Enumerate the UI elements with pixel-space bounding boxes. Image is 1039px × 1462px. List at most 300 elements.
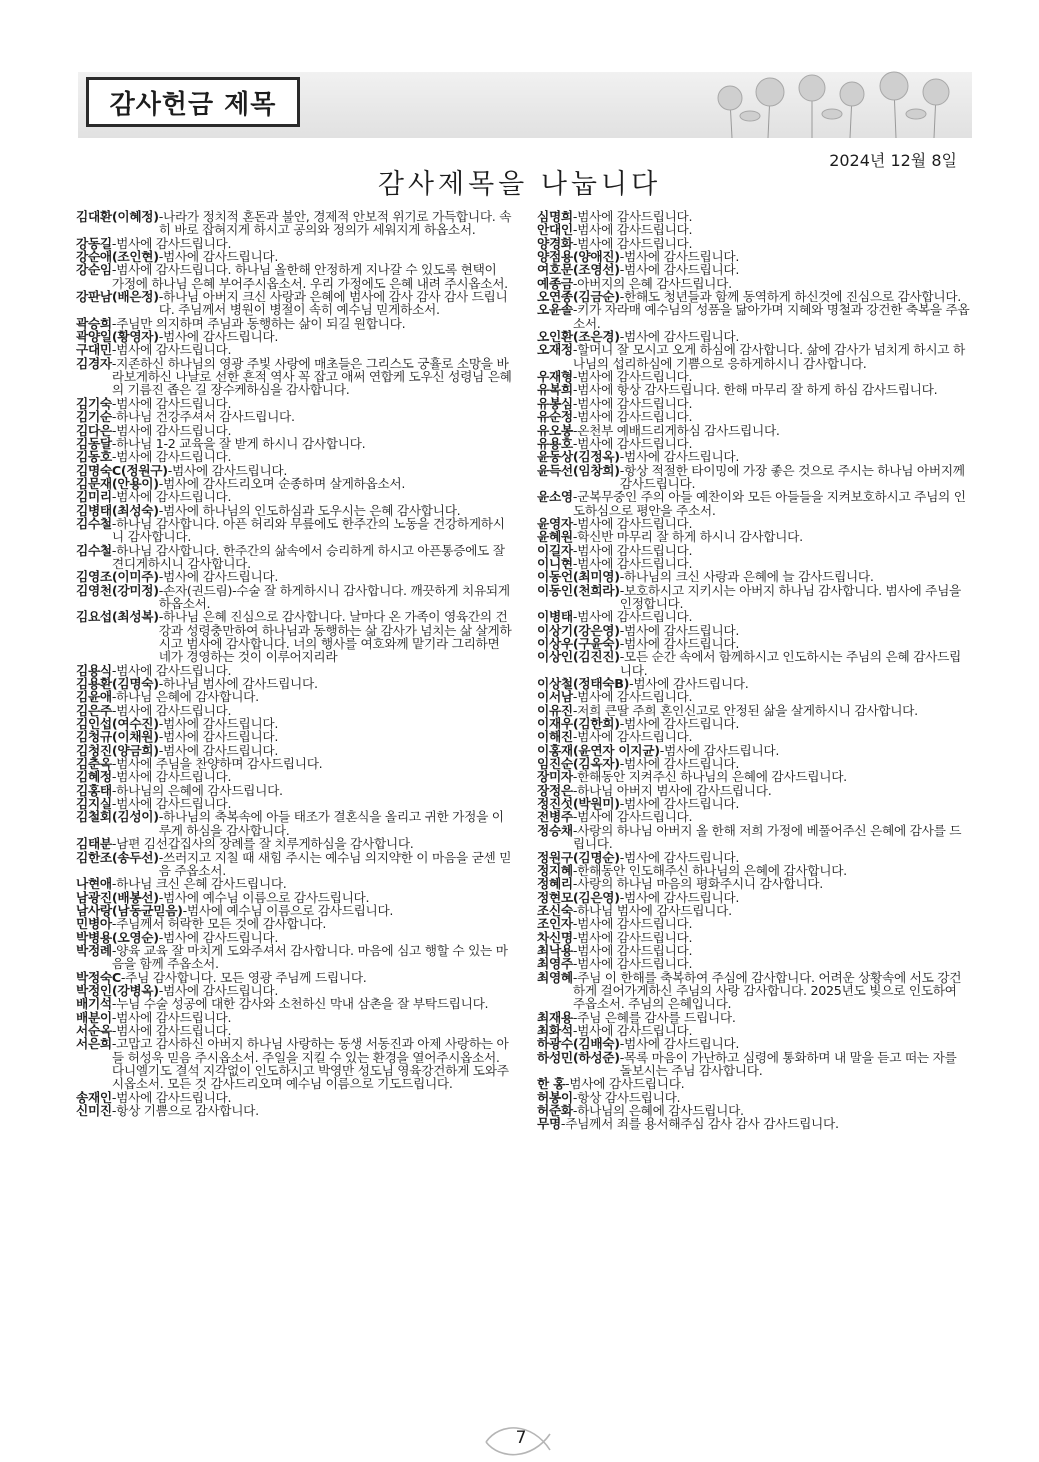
entry-text: -범사에 감사드립니다.	[572, 235, 693, 251]
entry-text: -범사에 감사드립니다.	[572, 515, 693, 531]
entry-name: 조신숙	[537, 902, 573, 918]
entry	[537, 1091, 971, 1104]
entry-name: 정혜리	[537, 876, 573, 892]
entry-text: -범사에 감사드립니다.	[619, 849, 740, 865]
entry-name: 이동언(최미영)	[537, 569, 620, 585]
entry	[76, 397, 512, 410]
entry-text: -범사에 감사드립니다.	[111, 1089, 232, 1105]
entry-text: -범사에 감사드립니다.	[572, 555, 693, 571]
left-column	[76, 210, 512, 1117]
entry	[76, 343, 512, 356]
entry-name: 김한조(송두선)	[76, 849, 159, 865]
entry-text: -하나님 크신 은혜 감사드립니다.	[111, 876, 287, 892]
entry	[537, 303, 971, 330]
entry-text: -범사에 감사드립니다.	[659, 742, 780, 758]
entry-text: -주님 은혜를 감사를 드립니다.	[572, 1009, 736, 1025]
entry-name: 장정은	[537, 782, 573, 798]
entry-text: -범사에 감사드립니다.	[572, 435, 693, 451]
entry-name: 정원구(김명순)	[537, 849, 620, 865]
entry-name: 허봉이	[537, 1089, 573, 1105]
entry-text: -범사에 감사드립니다.	[572, 956, 693, 972]
entry-name: 장미자	[537, 769, 573, 785]
entry-text: -범사에 감사드립니다.	[111, 422, 232, 438]
entry	[537, 624, 971, 637]
entry-text: -범사에 감사드립니다.	[167, 462, 288, 478]
entry-name: 이재우(김한희)	[537, 716, 620, 732]
entry-text: -범사에 감사드립니다.	[619, 622, 740, 638]
entry-name: 남광진(배봉선)	[76, 889, 159, 905]
entry-text: -사랑의 하나님 마음의 평화주시니 감사합니다.	[572, 876, 823, 892]
entry-text: -보호하시고 지키시는 아버지 하나님 감사합니다. 범사에 주님을 인정합니다.	[619, 582, 962, 611]
entry-name: 김동호	[76, 449, 112, 465]
entry-name: 이유진	[537, 702, 573, 718]
entry	[537, 237, 971, 250]
entry-text: -쓰러지고 지칠 때 새힘 주시는 예수님 의지약한 이 마음을 굳센 믿음 주옵소서.	[158, 849, 512, 878]
entry-text: -범사에 감사드립니다.	[629, 676, 749, 692]
entry	[537, 530, 971, 543]
page-number: 7	[515, 1428, 527, 1448]
entry	[537, 1104, 971, 1117]
entry-name: 정진섯(박원미)	[537, 796, 620, 812]
entry-name: 유순정	[537, 409, 573, 425]
entry-name: 김다은	[76, 422, 112, 438]
entry-name: 이해진	[537, 729, 573, 745]
entry-text: -범사에 감사드립니다.	[619, 716, 740, 732]
entry-text: -범사에 감사드립니다.	[619, 796, 740, 812]
entry-text: -범사에 감사드립니다.	[565, 1076, 685, 1092]
entry-text: -하나님 아버지 범사에 감사드립니다.	[572, 782, 772, 798]
entry-text: -범사에 감사드립니다.	[619, 756, 740, 772]
entry-text: -범사에 감사드립니다.	[158, 569, 279, 585]
entry	[537, 250, 971, 263]
entry-text: -키가 자라매 예수님의 성품을 닮아가며 지혜와 명철과 강건한 축복을 주옵소서.	[572, 302, 970, 331]
entry-text: -범사에 감사드립니다.	[111, 342, 232, 358]
entry-name: 차신명	[537, 929, 573, 945]
entry	[76, 877, 512, 890]
entry-text: -하나님의 은혜에 감사드립니다.	[572, 1103, 744, 1119]
entry	[537, 424, 971, 437]
entry	[76, 330, 512, 343]
entry-text: -누님 수술 성공에 대한 감사와 소천하신 막내 삼촌을 잘 부탁드립니다.	[111, 996, 489, 1012]
entry-name: 허준화	[537, 1103, 573, 1119]
entry-text: -아버지의 은혜 감사드립니다.	[572, 275, 732, 291]
entry	[537, 330, 971, 343]
entry-name: 곽승희	[76, 315, 112, 331]
entry-name: 김윤애	[76, 689, 112, 705]
entry-name: 한 홍	[537, 1076, 566, 1092]
entry-name: 정승채	[537, 822, 573, 838]
entry	[76, 210, 512, 237]
entry-text: -범사에 감사드립니다.	[619, 449, 740, 465]
entry	[537, 370, 971, 383]
page-title: 감사헌금 제목	[109, 89, 277, 120]
entry	[76, 317, 512, 330]
entry-text: -하나님 은혜 진심으로 감사합니다. 날마다 온 가족이 영육간의 건강과 성령충만하여 하나님과 동행하는 삶 감사가 넘치는 삶 살게하시고 범사에 감사합니다. 너의 행사를 여호와께 맡기라 그리하면 네가 경영하는 것이 이루어지리라	[158, 609, 512, 665]
entry-text: -범사에 감사드립니다.	[572, 916, 693, 932]
entry	[76, 570, 512, 583]
entry	[537, 223, 971, 236]
entry-name: 최영주	[537, 956, 573, 972]
entry-text: -범사에 감사드립니다.	[619, 262, 740, 278]
entry	[76, 464, 512, 477]
flowers-illustration	[690, 70, 972, 140]
entry-name: 강순애(조인현)	[76, 249, 159, 265]
entry-name: 이서남	[537, 689, 573, 705]
entry-name: 곽양일(황영자)	[76, 329, 159, 345]
entry-text: -나라가 정치적 혼돈과 불안, 경제적 안보적 위기로 가득합니다. 속히 바로 잡혀지게 하시고 공의와 정의가 세워지게 하옵소서.	[158, 209, 512, 238]
entry-text: -범사에 감사드립니다.	[111, 235, 232, 251]
entry-text: -하나님 은혜에 감사합니다.	[111, 689, 259, 705]
entry	[537, 637, 971, 650]
entry	[537, 1024, 971, 1037]
entry	[537, 490, 971, 517]
entry-text: -범사에 감사드립니다.	[572, 542, 693, 558]
entry-name: 송재인	[76, 1089, 112, 1105]
entry-name: 김수철	[76, 542, 112, 558]
entry	[537, 824, 971, 851]
entry-name: 서은희	[76, 1036, 112, 1052]
entry-name: 오인환(조은경)	[537, 329, 620, 345]
entry	[537, 770, 971, 783]
entry	[537, 450, 971, 463]
entry	[76, 290, 512, 317]
page-number-badge	[480, 1420, 560, 1462]
section-heading: 감사제목을 나눕니다	[377, 169, 662, 200]
entry-name: 김동달	[76, 435, 112, 451]
entry-text: -하나님 건강주셔서 감사드립니다.	[111, 409, 295, 425]
entry-name: 강판남(배은정)	[76, 289, 159, 305]
entry-name: 최재용	[537, 1009, 573, 1025]
entry	[76, 784, 512, 797]
entry-name: 이상인(김진진)	[537, 649, 620, 665]
entry-name: 심명희	[537, 209, 573, 224]
entry-name: 김미리	[76, 489, 112, 505]
entry	[76, 610, 512, 663]
entry-name: 강동길	[76, 235, 112, 251]
entry-name: 김태분	[76, 836, 112, 852]
entry	[76, 517, 512, 544]
entry-text: -범사에 감사드립니다.	[572, 209, 693, 224]
entry	[76, 584, 512, 611]
entry-name: 서순옥	[76, 1022, 112, 1038]
entry	[537, 877, 971, 890]
entry-text: -군복무중인 주의 아들 예찬이와 모든 아들들을 지켜보호하시고 주님의 인도하심으로 평안을 주소서.	[572, 489, 966, 518]
entry	[76, 704, 512, 717]
entry-name: 김기순	[76, 409, 112, 425]
entry-name: 우재형	[537, 369, 573, 385]
entry-text: -범사에 감사드립니다.	[158, 249, 279, 265]
entry-text: -항상 기쁨으로 감사합니다.	[111, 1103, 259, 1119]
entry-name: 이병태	[537, 609, 573, 625]
page-title-box	[86, 77, 300, 127]
entry-text: -주님께서 죄를 용서해주심 감사 감사 감사드립니다.	[560, 1116, 839, 1132]
entry-text: -모든 순간 속에서 함께하시고 인도하시는 주님의 은혜 감사드립니다.	[619, 649, 962, 678]
entry	[76, 904, 512, 917]
entry	[76, 717, 512, 730]
entry-name: 배기석	[76, 996, 112, 1012]
entry-name: 최낙용	[537, 942, 573, 958]
entry-text: -범사에 감사드립니다.	[619, 636, 740, 651]
entry-text: -범사에 하나님의 인도하심과 도우시는 은혜 감사합니다.	[158, 502, 461, 518]
entry	[537, 864, 971, 877]
entry	[76, 810, 512, 837]
entry-text: -온천부 예배드리게하심 감사드립니다.	[572, 422, 780, 438]
entry-text: -범사에 감사드립니다.	[572, 395, 693, 411]
entry-text: -범사에 감사드립니다.	[572, 409, 693, 425]
entry-name: 김은주	[76, 702, 112, 718]
entry-name: 정현모(김은영)	[537, 889, 620, 905]
entry	[537, 931, 971, 944]
entry-text: -범사에 감사드립니다.	[111, 702, 232, 718]
entry	[537, 730, 971, 743]
entry	[537, 957, 971, 970]
entry	[537, 464, 971, 491]
entry-name: 유오봉	[537, 422, 573, 438]
entry	[537, 210, 971, 223]
entry-text: -범사에 감사드립니다.	[111, 395, 232, 411]
entry-text: -범사에 항상 감사드립니다. 한해 마무리 잘 하게 하심 감사드립니다.	[572, 382, 938, 398]
entry	[537, 1051, 971, 1078]
entry-text: -하나님의 축복속에 아들 태조가 결혼식을 올리고 귀한 가정을 이루게 하심을 감사합니다.	[158, 809, 504, 838]
entry-text: -하나님 감사합니다. 한주간의 삶속에서 승리하게 하시고 아픈통증에도 잘 견디게하시니 감사합니다.	[111, 542, 505, 571]
entry-name: 최영혜	[537, 969, 573, 985]
entry-name: 정지혜	[537, 862, 573, 878]
entry-name: 이상우(구윤숙)	[537, 636, 620, 651]
entry-name: 무명	[537, 1116, 561, 1132]
entry-name: 윤혜원	[537, 529, 573, 545]
entry-text: -범사에 감사드립니다.	[111, 769, 232, 785]
entry	[76, 477, 512, 490]
entry-name: 김청규(이채원)	[76, 729, 159, 745]
entry-text: -한해동안 인도해주신 하나님의 은혜에 감사합니다.	[572, 862, 847, 878]
entry-text: -범사에 감사드립니다.	[111, 1022, 232, 1038]
entry-name: 나현애	[76, 876, 112, 892]
entry-text: -범사에 감사드립니다.	[158, 329, 279, 345]
entry-text: -하나님의 은혜에 감사드립니다.	[111, 782, 283, 798]
entry	[76, 1104, 512, 1117]
entry	[537, 517, 971, 530]
entry	[537, 544, 971, 557]
entry-name: 김병태(최성숙)	[76, 502, 159, 518]
entry	[537, 263, 971, 276]
entry-name: 윤동상(김정옥)	[537, 449, 620, 465]
entry	[76, 690, 512, 703]
entry-text: -하나님 감사합니다. 아픈 허리와 무릎에도 한주간의 노동을 건강하게하시니 감사합니다.	[111, 515, 505, 545]
entry-name: 조인자	[537, 916, 573, 932]
entry-name: 김춘옥	[76, 756, 112, 772]
entry	[537, 277, 971, 290]
entry-name: 김홍태	[76, 782, 112, 798]
entry-name: 김혜정	[76, 769, 112, 785]
entry	[76, 757, 512, 770]
entry	[76, 424, 512, 437]
entry	[76, 770, 512, 783]
entry	[537, 971, 971, 1011]
entry-name: 하성민(하성준)	[537, 1049, 620, 1065]
entry-name: 김기숙	[76, 395, 112, 411]
entry-name: 신미진	[76, 1103, 112, 1119]
entry-name: 김수철	[76, 515, 112, 531]
entry-name: 박정인(강병옥)	[76, 982, 159, 998]
entry-text: -지존하신 하나님의 영광 주빛 사랑에 매초들은 그리스도 궁휼로 소망을 바라보게하신 나날로 선한 흔적 역사 꼭 잡고 애써 연합케 도우신 성령님 은혜의 기름진 좁은 길 장수케하심을 감사합니다.	[111, 355, 512, 398]
entry-name: 유봉심	[537, 395, 573, 411]
entry	[537, 557, 971, 570]
entry	[537, 704, 971, 717]
entry-text: -하나님의 크신 사랑과 은혜에 늘 감사드립니다.	[619, 569, 874, 585]
entry-name: 강순임	[76, 262, 112, 278]
entry	[537, 397, 971, 410]
entry-name: 오재정	[537, 342, 573, 358]
entry	[537, 343, 971, 370]
entry-name: 오윤솔	[537, 302, 573, 318]
entry-text: -범사에 예수님 이름으로 감사드립니다.	[158, 889, 370, 905]
entry	[76, 250, 512, 263]
entry-name: 예종금	[537, 275, 573, 291]
entry	[76, 944, 512, 971]
entry-name: 박병용(오영순)	[76, 929, 159, 945]
entry	[537, 757, 971, 770]
entry-text: -범사에 감사드립니다.	[158, 742, 279, 758]
entry-name: 유용호	[537, 435, 573, 451]
entry-text: -주님께서 허락한 모든 것에 감사합니다.	[111, 916, 327, 932]
entry	[76, 1037, 512, 1090]
entry-text: -범사에 감사드립니다. 하나님 올한해 안정하게 지나갈 수 있도록 현택이 가정에 하나님 은혜 부어주시옵소서. 우리 가정에도 은혜 내려 주시옵소서.	[111, 262, 508, 291]
entry	[76, 1024, 512, 1037]
entry-name: 이홍재(윤연자 이지균)	[537, 742, 660, 758]
entry-text: -범사에 감사드립니다.	[572, 729, 693, 745]
entry	[76, 357, 512, 397]
entry	[76, 797, 512, 810]
entry-name: 윤영자	[537, 515, 573, 531]
entry-name: 박정례	[76, 942, 112, 958]
entry	[537, 784, 971, 797]
entry	[537, 290, 971, 303]
entry-text: -주님만 의지하며 주님과 동행하는 삶이 되길 원합니다.	[111, 315, 406, 331]
entry-text: -남편 김선갑집사의 장례를 잘 치루게하심을 감사합니다.	[111, 836, 414, 852]
entry-text: -학신반 마무리 잘 하게 하시니 감사합니다.	[572, 529, 803, 545]
entry-name: 유복희	[537, 382, 573, 398]
entry-name: 김용식	[76, 662, 112, 678]
entry-text: -항상 감사드립니다.	[572, 1089, 681, 1105]
entry	[537, 1077, 971, 1090]
entry-text: -범사에 감사드립니다.	[572, 942, 693, 958]
entry-name: 윤득선(임창희)	[537, 462, 620, 478]
entry-text: -범사에 감사드립니다.	[572, 222, 693, 238]
entry-text: -범사에 감사드립니다.	[619, 1036, 740, 1052]
entry-text: -주님 감사합니다. 모든 영광 주님께 드립니다.	[120, 969, 367, 985]
entry	[537, 677, 971, 690]
entry	[76, 997, 512, 1010]
entry-text: -범사에 감사드립니다.	[619, 249, 740, 265]
entry	[76, 450, 512, 463]
entry-name: 윤소영	[537, 489, 573, 505]
entry-name: 박정숙C	[76, 969, 121, 985]
entry-name: 김경자	[76, 355, 112, 371]
entry-name: 김문재(안용이)	[76, 475, 159, 491]
entry-text: -범사에 감사드립니다.	[572, 809, 693, 825]
entry	[76, 263, 512, 290]
entry-text: -범사에 감사드립니다.	[158, 929, 279, 945]
entry	[537, 690, 971, 703]
entry	[537, 797, 971, 810]
entry	[76, 744, 512, 757]
entry-text: -할머니 잘 모시고 오게 하심에 감사합니다. 삶에 감사가 넘치게 하시고 하나님의 섭리하심에 기쁨으로 응하게하시니 감사합니다.	[572, 342, 965, 371]
entry	[537, 410, 971, 423]
entry-name: 김명숙C(정원구)	[76, 462, 168, 478]
entry-name: 이상기(강은영)	[537, 622, 620, 638]
entry	[76, 237, 512, 250]
entry-name: 김요섭(최성복)	[76, 609, 159, 625]
entry	[537, 1037, 971, 1050]
entry-name: 김지실	[76, 796, 112, 812]
entry-text: -한해도 청년들과 함께 동역하게 하신것에 진심으로 감사합니다.	[619, 289, 962, 305]
entry	[537, 891, 971, 904]
entry	[76, 504, 512, 517]
entry	[537, 1117, 971, 1130]
entry	[76, 410, 512, 423]
entry-name: 이상철(정태숙B)	[537, 676, 630, 692]
entry-name: 오연종(김금순)	[537, 289, 620, 305]
entry-text: -사랑의 하나님 아버지 올 한해 저희 가정에 베풀어주신 은혜에 감사를 드립니다.	[572, 822, 962, 852]
entry-name: 배분이	[76, 1009, 112, 1025]
entry	[76, 544, 512, 571]
entry-text: -범사에 감사드립니다.	[111, 1009, 232, 1025]
entry-name: 이니현	[537, 555, 573, 571]
entry	[76, 837, 512, 850]
entry-name: 김영천(강미정)	[76, 582, 159, 598]
entry-text: -범사에 감사드립니다.	[572, 1022, 693, 1038]
entry	[537, 944, 971, 957]
entry	[537, 1011, 971, 1024]
entry-text: -범사에 감사드립니다.	[158, 716, 279, 732]
entry-name: 양경화	[537, 235, 573, 251]
entry-text: -범사에 감사드리오며 순종하며 살게하옵소서.	[158, 475, 406, 491]
entry-text: -항상 적절한 타이밍에 가장 좋은 것으로 주시는 하나님 아버지께 감사드립니다.	[619, 462, 965, 491]
entry-text: -범사에 감사드립니다.	[619, 329, 740, 345]
entry-name: 전병주	[537, 809, 573, 825]
entry	[537, 584, 971, 611]
entry-text: -범사에 감사드립니다.	[619, 889, 740, 905]
entry-text: -범사에 주님을 찬양하며 감사드립니다.	[111, 756, 323, 772]
entry-text: -범사에 감사드립니다.	[111, 489, 232, 505]
entry-text: -주님 이 한해를 축복하여 주심에 감사합니다. 어려운 상황속에 서도 강건하게 걸어가게하신 주님의 사랑 감사합니다. 2025년도 빛으로 인도하여 주옵소서. 주님의 은혜입니다.	[572, 969, 962, 1012]
entry	[76, 984, 512, 997]
entry	[537, 744, 971, 757]
entry	[537, 810, 971, 823]
entry-text: -범사에 감사드립니다.	[111, 449, 232, 465]
entry-name: 하광수(김배숙)	[537, 1036, 620, 1052]
entry	[76, 677, 512, 690]
entry-text: -하나님 범사에 감사드립니다.	[572, 902, 732, 918]
entry-name: 여호문(조영선)	[537, 262, 620, 278]
right-column	[537, 210, 971, 1131]
entry-text: -범사에 감사드립니다.	[572, 609, 693, 625]
entry-text: -양육 교육 잘 마치게 도와주셔서 감사합니다. 마음에 심고 행할 수 있는 마음을 함께 주옵소서.	[111, 942, 508, 972]
entry-text: -범사에 감사드립니다.	[572, 929, 693, 945]
entry-text: -고맙고 감사하신 아버지 하나님 사랑하는 동생 서동진과 아제 사랑하는 아들 허성욱 믿음 주시옵소서. 주일을 지킬 수 있는 환경을 열어주시옵소서. 다니엘기도 결석 지각없이 인도하시고 박영만 성도님 영육강건하게 도와주시옵소서. 모든 것 감사드리오며 예수님 이름으로 기도드립니다.	[111, 1036, 509, 1092]
entry-name: 김대환(이혜정)	[76, 209, 159, 224]
entry	[76, 851, 512, 878]
entry	[76, 891, 512, 904]
entry-text: -범사에 감사드립니다.	[572, 689, 693, 705]
entry-name: 김인섭(여수진)	[76, 716, 159, 732]
entry	[537, 437, 971, 450]
entry	[537, 650, 971, 677]
entry-name: 김청진(양금희)	[76, 742, 159, 758]
entry-name: 김철회(김성이)	[76, 809, 159, 825]
entry	[537, 851, 971, 864]
entry-text: -범사에 감사드립니다.	[111, 796, 232, 812]
